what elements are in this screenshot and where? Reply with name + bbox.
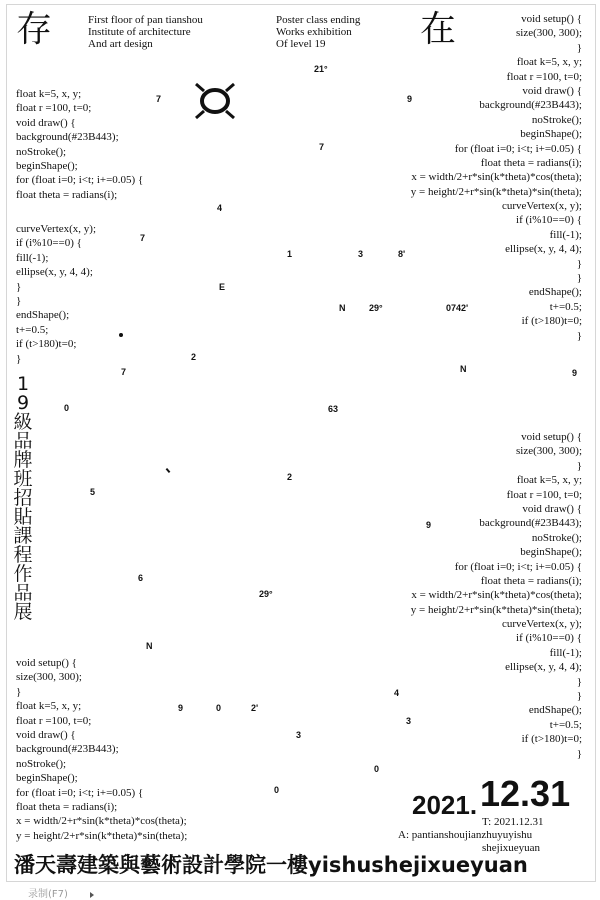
code-line: } bbox=[576, 257, 582, 270]
scatter-mark: 0 bbox=[64, 403, 70, 413]
code-line: void draw() { bbox=[16, 116, 76, 129]
header-col-1-line: First floor of pan tianshou bbox=[88, 14, 203, 26]
code-line: float r =100, t=0; bbox=[506, 70, 582, 83]
code-line: for (float i=0; i<t; i+=0.05) { bbox=[16, 174, 144, 187]
date-t-line: T: 2021.12.31 bbox=[482, 816, 544, 828]
scatter-mark: 0 bbox=[374, 764, 380, 774]
scatter-mark: N bbox=[460, 364, 467, 374]
code-line: if (i%10==0) { bbox=[16, 237, 82, 250]
dot-mark bbox=[119, 333, 123, 337]
code-line: curveVertex(x, y); bbox=[501, 200, 582, 213]
code-line: t+=0.5; bbox=[549, 300, 582, 313]
scatter-mark: 4 bbox=[394, 688, 400, 698]
date-year: 2021. bbox=[412, 790, 478, 820]
code-line: } bbox=[16, 294, 22, 307]
code-line: background(#23B443); bbox=[479, 517, 582, 530]
code-line: } bbox=[576, 747, 582, 760]
code-line: t+=0.5; bbox=[16, 323, 49, 336]
glyph-left: 存 bbox=[16, 9, 53, 50]
scatter-mark: 8' bbox=[398, 249, 406, 259]
code-line: if (t>180)t=0; bbox=[16, 338, 77, 351]
header-col-2 bbox=[276, 14, 360, 50]
code-line: float k=5, x, y; bbox=[516, 474, 582, 487]
code-line: beginShape(); bbox=[520, 546, 582, 559]
scatter-mark: 9 bbox=[407, 94, 413, 104]
code-line: fill(-1); bbox=[549, 646, 582, 659]
code-line: noStroke(); bbox=[531, 113, 582, 126]
scatter-mark: 1 bbox=[287, 249, 293, 259]
scatter-mark: 63 bbox=[328, 404, 339, 414]
header-col-2-line: Of level 19 bbox=[276, 38, 326, 50]
code-line: } bbox=[576, 329, 582, 342]
code-line: curveVertex(x, y); bbox=[16, 223, 97, 235]
vertical-title: 19級品牌班招貼課程作品展 bbox=[13, 373, 33, 623]
scatter-mark: 2 bbox=[191, 352, 197, 362]
code-line: for (float i=0; i<t; i+=0.05) { bbox=[454, 560, 582, 573]
code-line: noStroke(); bbox=[531, 531, 582, 544]
code-line: float r =100, t=0; bbox=[16, 102, 92, 115]
date-a-line-2: shejixueyuan bbox=[482, 842, 541, 854]
scatter-mark: 7 bbox=[319, 142, 325, 152]
ring-symbol-icon bbox=[190, 78, 240, 124]
scatter-mark: 4 bbox=[217, 203, 223, 213]
code-line: void draw() { bbox=[16, 728, 76, 741]
code-line: beginShape(); bbox=[520, 128, 582, 141]
code-line: y = height/2+r*sin(k*theta)*sin(theta); bbox=[410, 185, 582, 198]
code-line: ellipse(x, y, 4, 4); bbox=[16, 266, 93, 279]
code-line: float k=5, x, y; bbox=[516, 56, 582, 69]
code-line: curveVertex(x, y); bbox=[501, 618, 582, 631]
code-line: } bbox=[576, 690, 582, 703]
code-line: void draw() { bbox=[522, 502, 582, 515]
code-line: float r =100, t=0; bbox=[16, 714, 92, 727]
code-line: if (t>180)t=0; bbox=[521, 315, 582, 328]
code-line: ellipse(x, y, 4, 4); bbox=[505, 243, 582, 256]
code-line: } bbox=[16, 280, 22, 293]
scatter-mark: 0 bbox=[216, 703, 222, 713]
code-line: for (float i=0; i<t; i+=0.05) { bbox=[16, 786, 144, 799]
code-line: size(300, 300); bbox=[516, 445, 582, 458]
code-block-left-b bbox=[16, 222, 96, 366]
code-line: size(300, 300); bbox=[16, 671, 82, 684]
scatter-mark: 3 bbox=[406, 716, 412, 726]
code-line: beginShape(); bbox=[16, 159, 78, 172]
scatter-mark: E bbox=[219, 282, 226, 292]
scatter-mark: 9 bbox=[426, 520, 432, 530]
code-line: t+=0.5; bbox=[549, 718, 582, 731]
code-line: noStroke(); bbox=[16, 145, 67, 158]
glyph-right: 在 bbox=[420, 9, 457, 50]
code-line: } bbox=[576, 41, 582, 54]
code-block-mid-right bbox=[411, 430, 582, 761]
code-line: background(#23B443); bbox=[16, 743, 119, 756]
scatter-mark: 0 bbox=[274, 785, 280, 795]
scatter-mark: 2' bbox=[251, 703, 259, 713]
code-line: x = width/2+r*sin(k*theta)*cos(theta); bbox=[411, 589, 582, 602]
date-day: 12.31 bbox=[480, 773, 571, 814]
scatter-mark: 2 bbox=[287, 472, 293, 482]
header-col-2-line: Poster class ending bbox=[276, 14, 361, 26]
code-line: for (float i=0; i<t; i+=0.05) { bbox=[454, 142, 582, 155]
code-line: void setup() { bbox=[521, 431, 582, 443]
code-line: if (t>180)t=0; bbox=[521, 733, 582, 746]
scatter-mark: 5 bbox=[90, 487, 96, 497]
code-line: void setup() { bbox=[521, 13, 582, 25]
code-line: x = width/2+r*sin(k*theta)*cos(theta); bbox=[411, 171, 582, 184]
code-line: beginShape(); bbox=[16, 772, 78, 785]
code-line: size(300, 300); bbox=[516, 27, 582, 40]
code-line: float r =100, t=0; bbox=[506, 488, 582, 501]
code-line: endShape(); bbox=[528, 704, 582, 717]
code-block-bottom-left bbox=[16, 656, 187, 843]
scatter-mark: 29° bbox=[369, 303, 383, 313]
code-line: y = height/2+r*sin(k*theta)*sin(theta); bbox=[410, 603, 582, 616]
code-line: fill(-1); bbox=[16, 251, 49, 264]
header-col-1 bbox=[88, 14, 203, 50]
code-line: float theta = radians(i); bbox=[16, 800, 118, 813]
scatter-mark: 29° bbox=[259, 589, 273, 599]
recording-label[interactable]: 录制(F7) bbox=[28, 889, 68, 900]
cursor-icon bbox=[90, 892, 94, 898]
scatter-mark: 0742' bbox=[446, 303, 469, 313]
scatter-mark: N bbox=[146, 641, 153, 651]
code-line: float theta = radians(i); bbox=[480, 156, 582, 169]
header-col-1-line: Institute of architecture bbox=[88, 26, 191, 38]
scatter-mark: 3 bbox=[296, 730, 302, 740]
code-line: void draw() { bbox=[522, 84, 582, 97]
header-col-2-line: Works exhibition bbox=[276, 26, 352, 38]
code-line: void setup() { bbox=[16, 657, 77, 669]
scatter-mark: 21° bbox=[314, 64, 328, 74]
code-line: y = height/2+r*sin(k*theta)*sin(theta); bbox=[16, 829, 188, 842]
scatter-mark: 7 bbox=[121, 367, 127, 377]
code-line: float theta = radians(i); bbox=[480, 574, 582, 587]
code-line: } bbox=[16, 685, 22, 698]
header-col-1-line: And art design bbox=[88, 38, 153, 50]
code-line: float k=5, x, y; bbox=[16, 700, 82, 713]
code-line: noStroke(); bbox=[16, 757, 67, 770]
scatter-mark: 3 bbox=[358, 249, 364, 259]
code-line: background(#23B443); bbox=[479, 99, 582, 112]
code-line: x = width/2+r*sin(k*theta)*cos(theta); bbox=[16, 815, 187, 828]
code-line: } bbox=[16, 352, 22, 365]
code-line: float theta = radians(i); bbox=[16, 188, 118, 201]
scatter-mark: 7 bbox=[156, 94, 162, 104]
date-a-line-1: A: pantianshoujianzhuyuyishu bbox=[398, 829, 533, 841]
code-line: endShape(); bbox=[16, 309, 70, 322]
code-line: background(#23B443); bbox=[16, 131, 119, 144]
scatter-mark: N bbox=[339, 303, 346, 313]
code-line: } bbox=[576, 272, 582, 285]
code-block-left-a bbox=[16, 87, 143, 202]
code-line: float k=5, x, y; bbox=[16, 88, 82, 100]
code-line: } bbox=[576, 675, 582, 688]
code-line: } bbox=[576, 459, 582, 472]
code-block-top-right bbox=[410, 9, 582, 343]
scatter-mark: 9 bbox=[572, 368, 578, 378]
scatter-mark: 6 bbox=[138, 573, 144, 583]
scatter-mark: 9 bbox=[178, 703, 184, 713]
scatter-mark: 7 bbox=[140, 233, 146, 243]
code-line: endShape(); bbox=[528, 286, 582, 299]
code-line: ellipse(x, y, 4, 4); bbox=[505, 661, 582, 674]
code-line: fill(-1); bbox=[549, 228, 582, 241]
footer-title: 潘天壽建築與藝術設計學院一樓yishushejixueyuan bbox=[14, 853, 528, 877]
code-line: if (i%10==0) { bbox=[516, 632, 582, 645]
code-line: if (i%10==0) { bbox=[516, 214, 582, 227]
